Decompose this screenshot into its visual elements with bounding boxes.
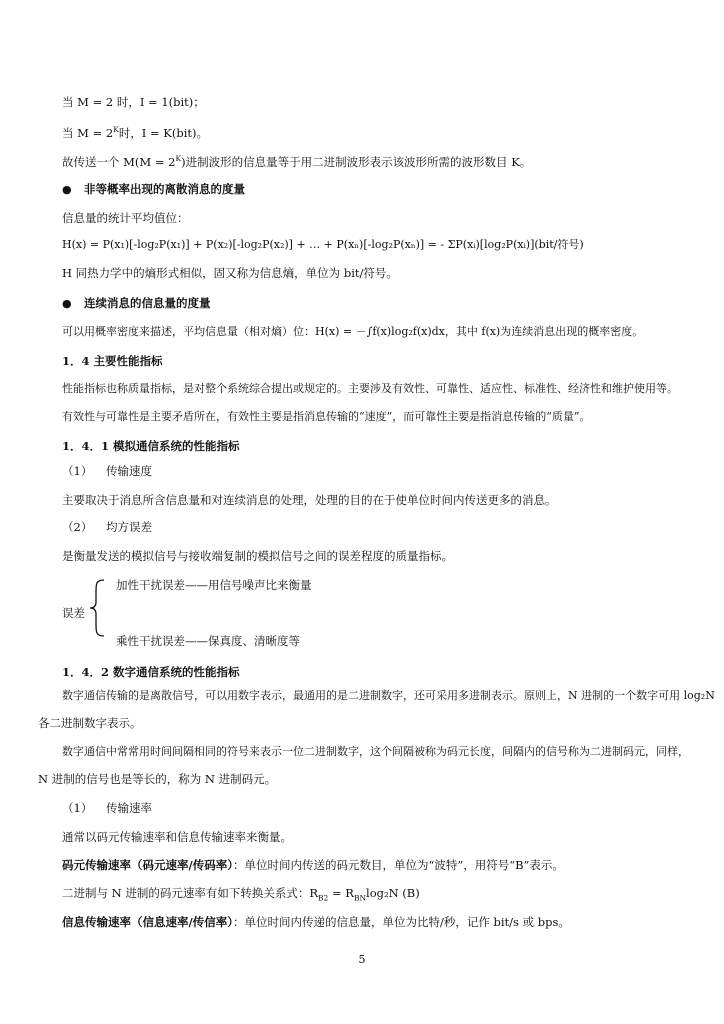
page-number: 5 (358, 953, 366, 966)
para-perf2: 有效性与可靠性是主要矛盾所在，有效性主要是指消息传输的“速度”，而可靠性主要是指消息传输的“质量”。 (62, 410, 591, 423)
heading-continuous: 连续消息的信息量的度量 (84, 296, 211, 310)
list-item-mse: （2） 均方误差 (62, 520, 152, 534)
para-digital2: 数字通信中常常用时间间隔相同的符号来表示一位二进制数字，这个间隔被称为码元长度，间隔内的信号称为二进制码元，同样， (62, 745, 689, 758)
para-speed: 主要取决于消息所含信息量和对连续消息的处理，处理的目的在于使单位时间内传送更多的消息。 (62, 493, 557, 507)
para-rate: 通常以码元传输速率和信息传输速率来衡量。 (62, 830, 292, 844)
bullet-icon: ● (62, 183, 72, 196)
para-info-rate: 信息传输速率（信息速率/传信率）：单位时间内传递的信息量，单位为比特/秒，记作 bit/s 或 bps。 (62, 915, 570, 929)
para-entropy: H 同热力学中的熵形式相似，固又称为信息熵，单位为 bit/符号。 (62, 266, 398, 280)
para-mse: 是衡量发送的模拟信号与接收端复制的模拟信号之间的误差程度的质量指标。 (62, 549, 453, 563)
formula-entropy: H(x) = P(x₁)[-log₂P(x₁)] + P(x₂)[-log₂P(x₂)] + … + P(xₙ)[-log₂P(xₙ)] = - ΣP(xᵢ)[log₂P(xᵢ)](bit/符号) (62, 238, 584, 251)
para-avg-info: 信息量的统计平均值位： (62, 211, 189, 225)
heading-nonequal: 非等概率出现的离散消息的度量 (84, 182, 245, 196)
para-baud-rate: 码元传输速率（码元速率/传码率）：单位时间内传送的码元数目，单位为“波特”，用符号“B”表示。 (62, 858, 564, 872)
para-digital1-cont: 各二进制数字表示。 (38, 716, 142, 730)
heading-1-4-1: 1．4．1 模拟通信系统的性能指标 (62, 439, 240, 453)
error-multiplicative: 乘性干扰误差——保真度、清晰度等 (116, 634, 300, 648)
heading-1-4-2: 1．4．2 数字通信系统的性能指标 (62, 665, 240, 679)
para-conversion: 二进制与 N 进制的码元速率有如下转换关系式：$R_{B2} = R_{BN}\log_2N$ (B) (62, 886, 420, 903)
heading-1-4: 1．4 主要性能指标 (62, 354, 163, 368)
para-digital2-cont: N 进制的信号也是等长的，称为 N 进制码元。 (38, 772, 277, 786)
brace-icon (88, 578, 106, 638)
para-m2k: 当 $M = 2^K$时，I = K(bit)。 (62, 125, 209, 140)
list-item-speed: （1） 传输速度 (62, 464, 152, 478)
para-m2: 当 M = 2 时，I = 1(bit)； (62, 95, 205, 109)
para-m-ary: 故传送一个 $M(M = 2^K)$进制波形的信息量等于用二进制波形表示该波形所需的波形数目 K。 (62, 154, 532, 169)
para-perf1: 性能指标也称质量指标，是对整个系统综合提出或规定的。主要涉及有效性、可靠性、适应性、标准性、经济性和维护使用等。 (62, 382, 678, 395)
error-label: 误差 (62, 606, 85, 620)
para-continuous: 可以用概率密度来描述，平均信息量（相对熵）位：H(x) = －∫f(x)log₂f(x)dx，其中 f(x)为连续消息出现的概率密度。 (62, 325, 644, 338)
error-additive: 加性干扰误差——用信号噪声比来衡量 (116, 578, 312, 592)
bullet-icon: ● (62, 297, 72, 310)
list-item-rate: （1） 传输速率 (62, 801, 152, 815)
para-digital1: 数字通信传输的是离散信号，可以用数字表示，最通用的是二进制数字，还可采用多进制表示。原则上，N 进制的一个数字可用 log₂N (62, 689, 715, 702)
